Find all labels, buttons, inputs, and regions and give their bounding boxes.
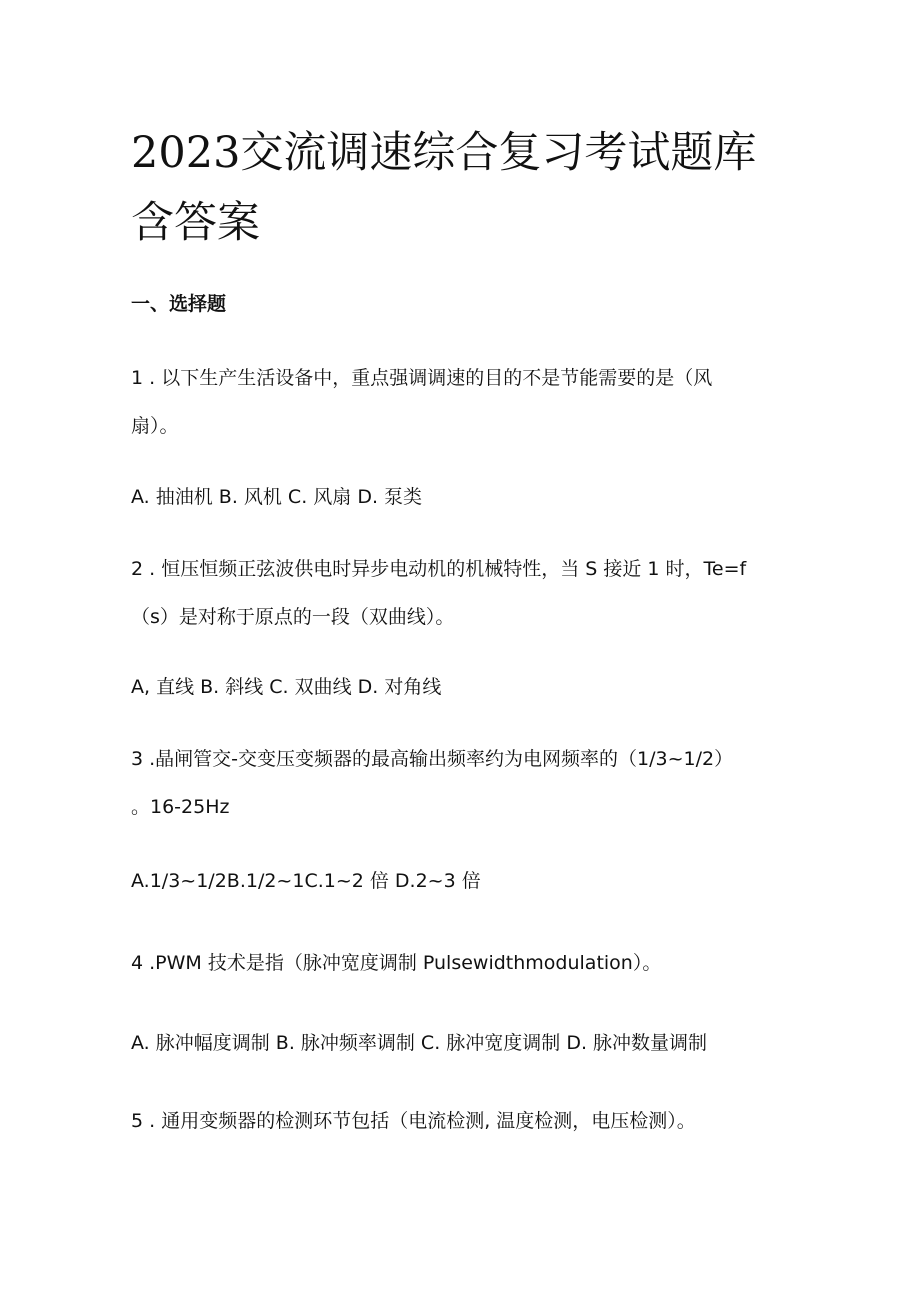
question-3-text-cont: 。16-25Hz <box>131 796 230 818</box>
question-1-options: A. 抽油机 B. 风机 C. 风扇 D. 泵类 <box>131 486 423 508</box>
question-5-text: 5 . 通用变频器的检测环节包括（电流检测, 温度检测，电压检测）。 <box>131 1110 696 1132</box>
question-3-text: 3 .晶闸管交-交变压变频器的最高输出频率约为电网频率的（1/3~1/2） <box>131 748 734 770</box>
section-heading: 一、选择题 <box>131 293 227 315</box>
question-2-options: A, 直线 B. 斜线 C. 双曲线 D. 对角线 <box>131 676 442 698</box>
question-4-text: 4 .PWM 技术是指（脉冲宽度调制 Pulsewidthmodulation）。 <box>131 952 662 974</box>
question-4-options: A. 脉冲幅度调制 B. 脉冲频率调制 C. 脉冲宽度调制 D. 脉冲数量调制 <box>131 1032 708 1054</box>
question-2-text: 2 . 恒压恒频正弦波供电时异步电动机的机械特性，当 S 接近 1 时，Te=f <box>131 558 747 580</box>
question-1-text-cont: 扇）。 <box>131 415 179 437</box>
question-2-text-cont: （s）是对称于原点的一段（双曲线）。 <box>131 606 455 628</box>
question-3-options: A.1/3~1/2B.1/2~1C.1~2 倍 D.2~3 倍 <box>131 870 481 892</box>
question-1-text: 1 . 以下生产生活设备中，重点强调调速的目的不是节能需要的是（风 <box>131 367 713 389</box>
document-title: 2023交流调速综合复习考试题库含答案 <box>131 128 757 248</box>
